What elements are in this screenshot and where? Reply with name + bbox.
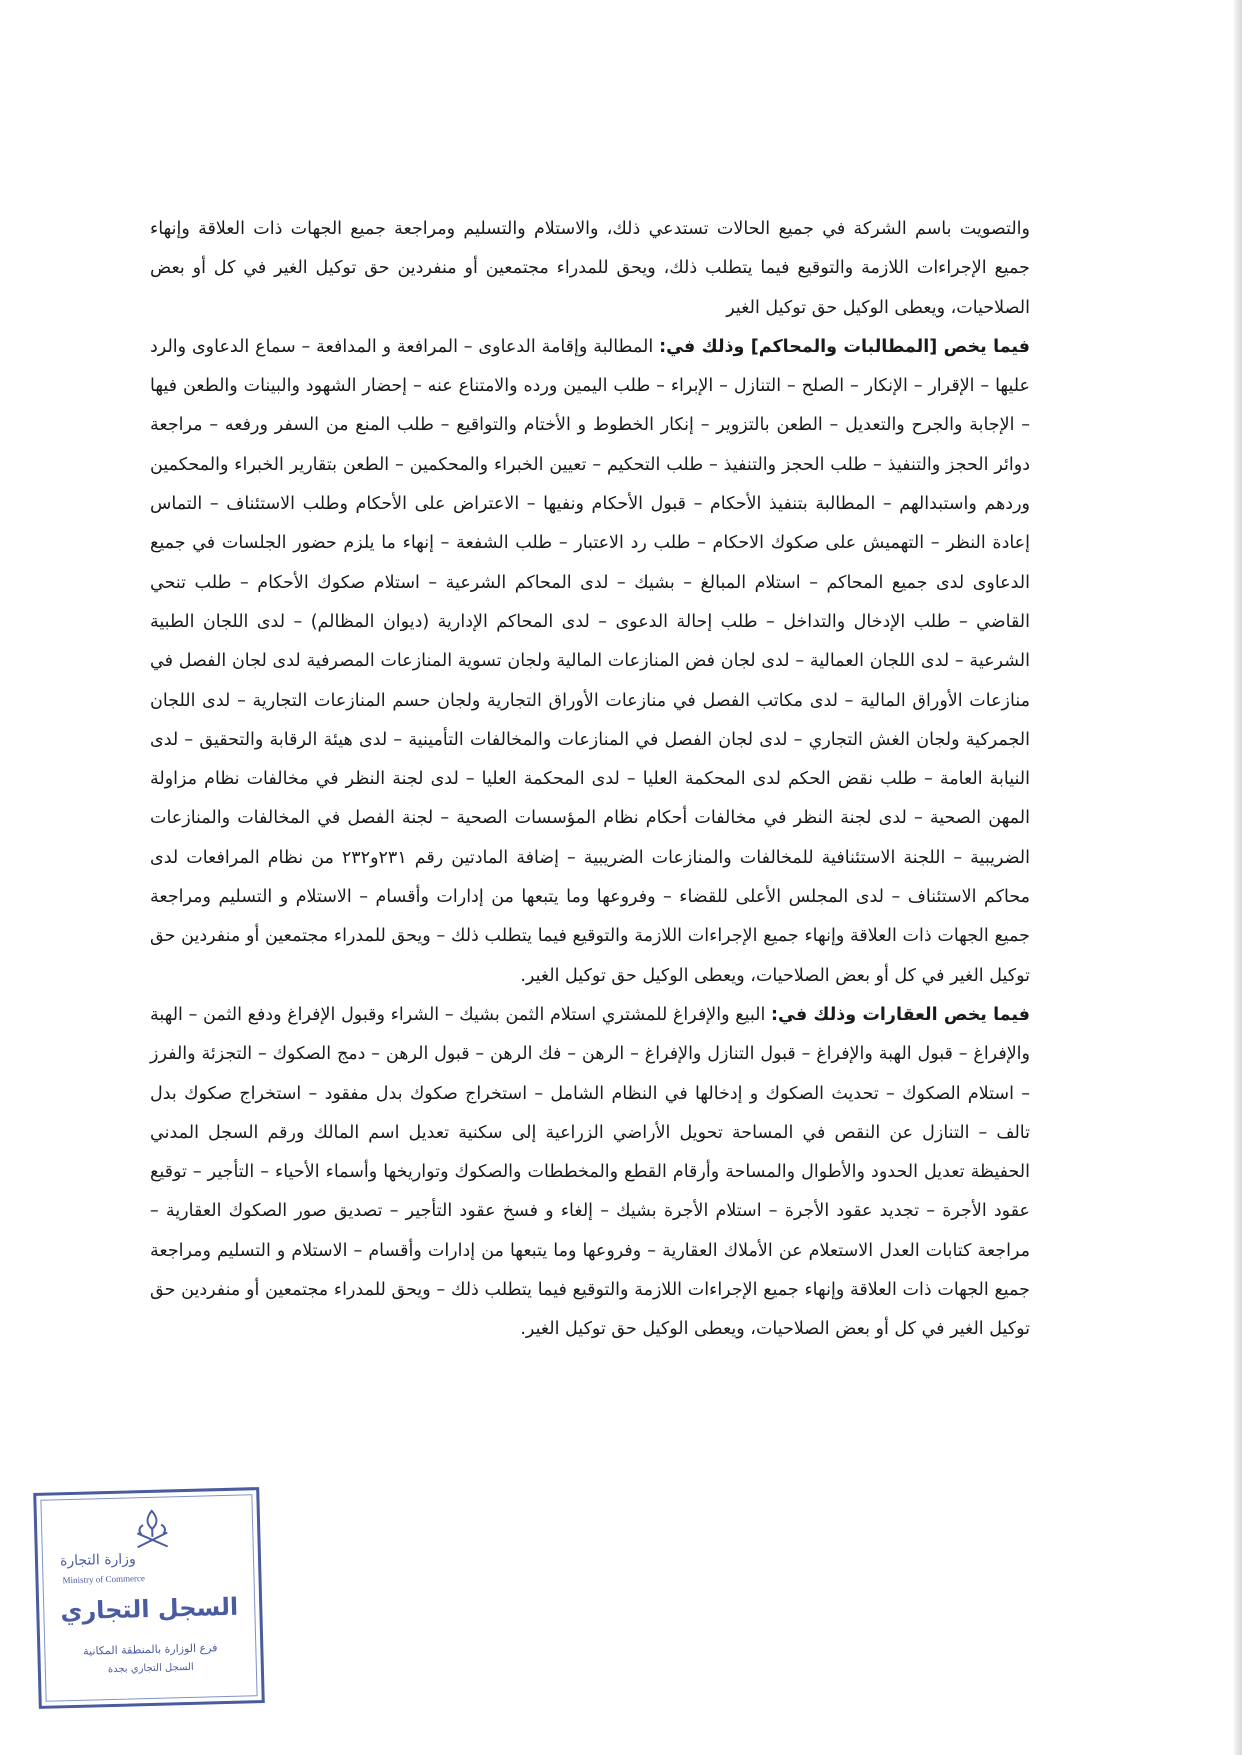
stamp-office-line: السجل التجاري بجدة (107, 1661, 194, 1676)
saudi-emblem-icon (129, 1506, 176, 1553)
realestate-paragraph (150, 996, 1030, 1350)
document-body (150, 210, 1030, 1350)
ministry-stamp (33, 1487, 265, 1709)
realestate-heading: فيما يخص العقارات وذلك في: (771, 1004, 1030, 1025)
intro-paragraph: والتصويت باسم الشركة في جميع الحالات تستدعي ذلك، والاستلام والتسليم ومراجعة جميع الجهات ذات العلاقة وإنهاء جميع الإجراءات اللازمة والتوقيع فيما يتطلب ذلك، ويحق للمدراء مجتمعين أو منفردين حق توكيل الغير في كل أو بعض الصلاحيات، ويعطى الوكيل حق توكيل الغير (150, 219, 1030, 318)
stamp-ministry-arabic: وزارة التجارة (59, 1551, 136, 1570)
claims-body: المطالبة وإقامة الدعاوى – المرافعة و المدافعة – سماع الدعاوى والرد عليها – الإقرار – الإنكار – الصلح – التنازل – الإبراء – طلب اليمين ورده والامتناع عنه – إحضار الشهود والبينات والطعن فيها – الإجابة والجرح والتعديل – الطعن بالتزوير – إنكار الخطوط و الأختام والتواقيع – طلب المنع من السفر ورفعه – مراجعة دوائر الحجز والتنفيذ – طلب الحجز والتنفيذ – طلب التحكيم – تعيين الخبراء والمحكمين – الطعن بتقارير الخبراء والمحكمين وردهم واستبدالهم – المطالبة بتنفيذ الأحكام – قبول الأحكام ونفيها – الاعتراض على الأحكام وطلب الاستئناف – التماس إعادة النظر – التهميش على صكوك الاحكام – طلب رد الاعتبار – طلب الشفعة – إنهاء ما يلزم حضور الجلسات في جميع الدعاوى لدى جميع المحاكم – استلام المبالغ – بشيك – لدى المحاكم الشرعية – استلام صكوك الأحكام – طلب تنحي القاضي – طلب الإدخال والتداخل – طلب إحالة الدعوى – لدى المحاكم الإدارية (ديوان المظالم) – لدى اللجان الطبية الشرعية – لدى اللجان العمالية – لدى لجان فض المنازعات المالية ولجان تسوية المنازعات المصرفية لدى لجان الفصل في منازعات الأوراق المالية – لدى مكاتب الفصل في منازعات الأوراق التجارية ولجان حسم المنازعات التجارية – لدى اللجان الجمركية ولجان الغش التجاري – لدى لجان الفصل في المنازعات والمخالفات التأمينية – لدى هيئة الرقابة والتحقيق – لدى النيابة العامة – طلب نقض الحكم لدى المحكمة العليا – لدى المحكمة العليا – لدى لجنة النظر في مخالفات نظام مزاولة المهن الصحية – لدى لجنة النظر في مخالفات أحكام نظام المؤسسات الصحية – لجنة الفصل في المخالفات والمنازعات الضريبية – اللجنة الاستئنافية للمخالفات والمنازعات الضريبية – إضافة المادتين رقم ٢٣١و٢٣٢ من نظام المرافعات لدى محاكم الاستئناف – لدى المجلس الأعلى للقضاء – وفروعها وما يتبعها من إدارات وأقسام – الاستلام و التسليم ومراجعة جميع الجهات ذات العلاقة وإنهاء جميع الإجراءات اللازمة والتوقيع فيما يتطلب ذلك – ويحق للمدراء مجتمعين أو منفردين حق توكيل الغير في كل أو بعض الصلاحيات، ويعطى الوكيل حق توكيل الغير. (150, 336, 1031, 986)
page-edge-shadow (1234, 0, 1242, 1755)
stamp-branch-line: فرع الوزارة بالمنطقة المكانية (83, 1641, 218, 1658)
stamp-title: السجل التجاري (59, 1592, 239, 1626)
realestate-body: البيع والإفراغ للمشتري استلام الثمن بشيك – الشراء وقبول الإفراغ ودفع الثمن – الهبة والإفراغ – قبول الهبة والإفراغ – قبول التنازل والإفراغ – الرهن – فك الرهن – قبول الرهن – دمج الصكوك – التجزئة والفرز – استلام الصكوك – تحديث الصكوك و إدخالها في النظام الشامل – استخراج صكوك بدل مفقود – استخراج صكوك بدل تالف – التنازل عن النقص في المساحة تحويل الأراضي الزراعية إلى سكنية تعديل اسم المالك ورقم السجل المدني الحفيظة تعديل الحدود والأطوال والمساحة وأرقام القطع والمخططات والصكوك وتواريخها وأسماء الأحياء – التأجير – توقيع عقود الأجرة – تجديد عقود الأجرة – استلام الأجرة بشيك – إلغاء و فسخ عقود التأجير – تصديق صور الصكوك العقارية – مراجعة كتابات العدل الاستعلام عن الأملاك العقارية – وفروعها وما يتبعها من إدارات وأقسام – الاستلام و التسليم ومراجعة جميع الجهات ذات العلاقة وإنهاء جميع الإجراءات اللازمة والتوقيع فيما يتطلب ذلك – ويحق للمدراء مجتمعين أو منفردين حق توكيل الغير في كل أو بعض الصلاحيات، ويعطى الوكيل حق توكيل الغير. (150, 1004, 1030, 1340)
claims-paragraph (150, 328, 1030, 996)
stamp-ministry-english: Ministry of Commerce (62, 1573, 146, 1586)
claims-heading: فيما يخص [المطالبات والمحاكم] وذلك في: (659, 336, 1030, 357)
